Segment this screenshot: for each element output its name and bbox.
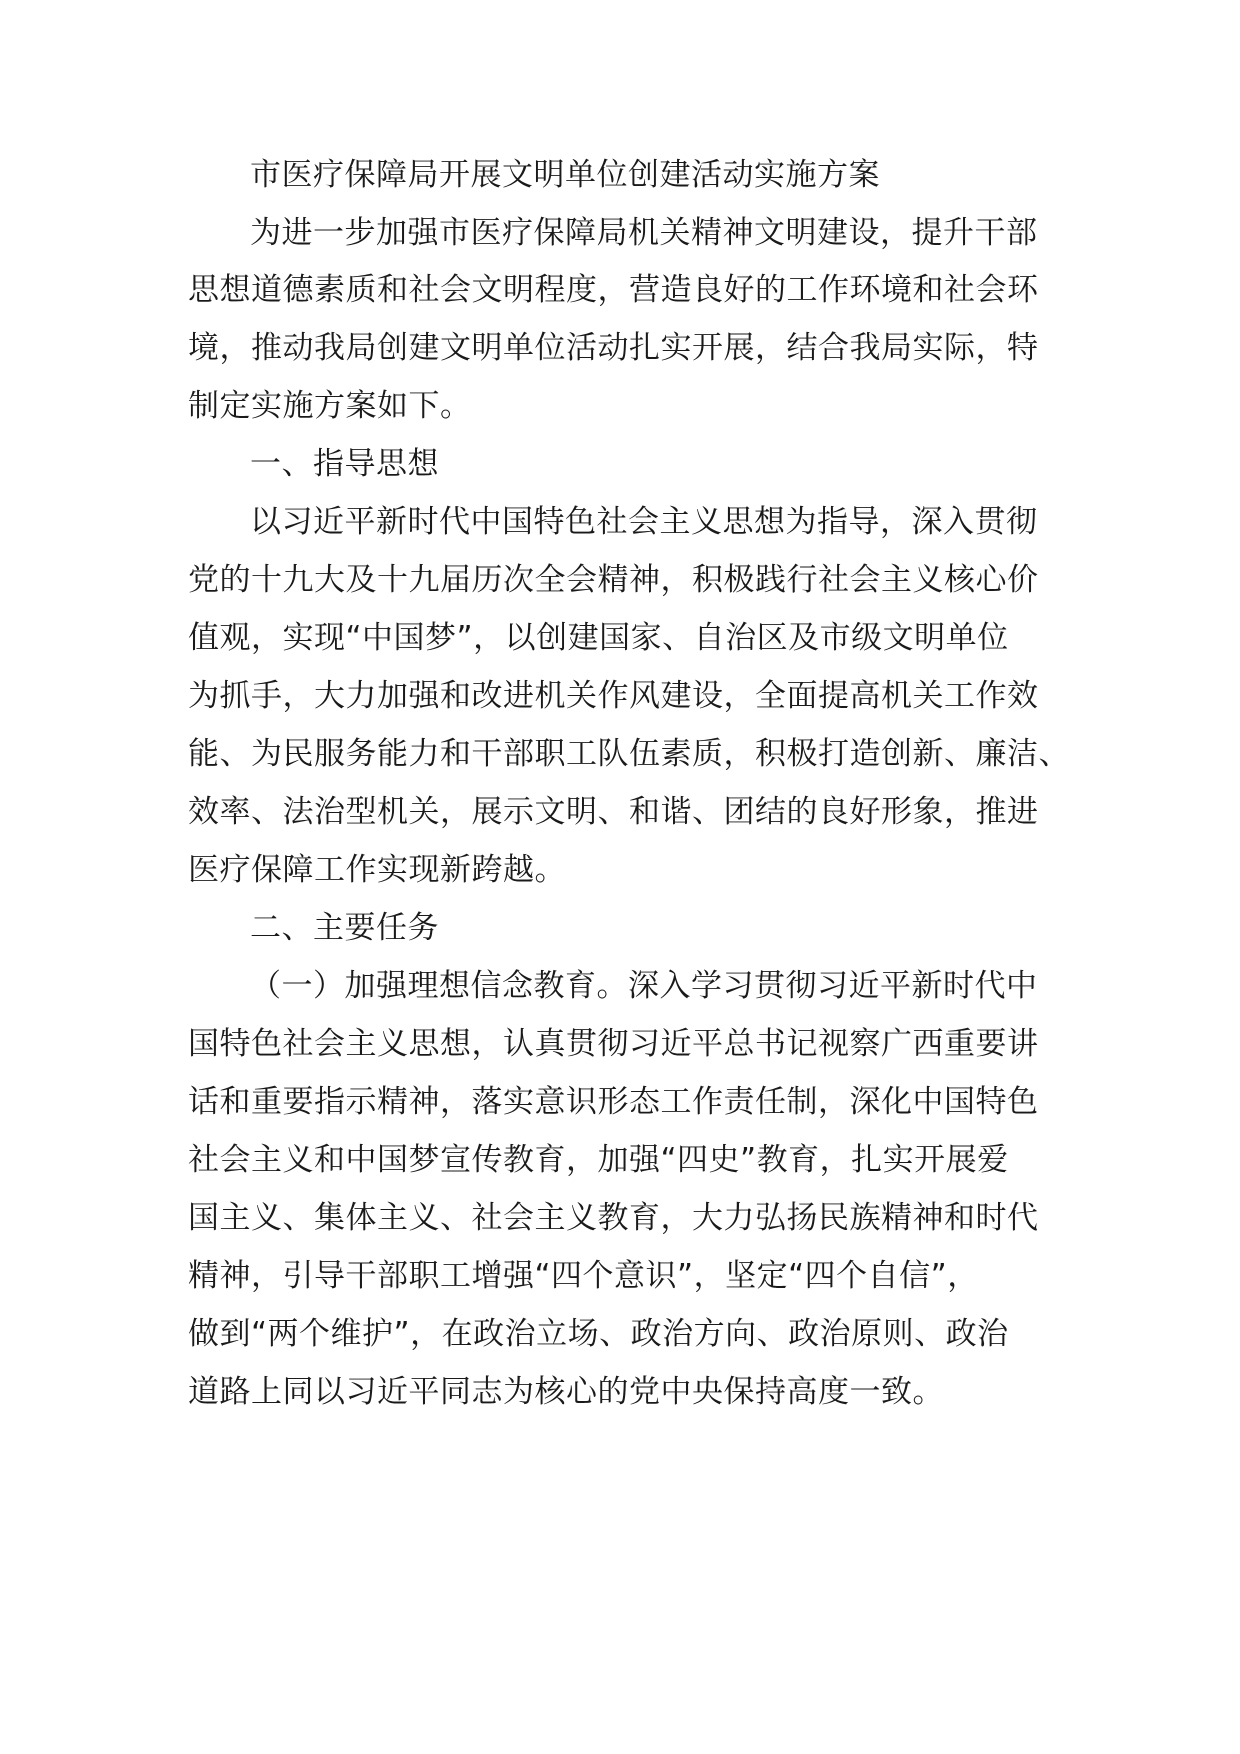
paragraph-line: 做到“两个维护”，在政治立场、政治方向、政治原则、政治 (188, 1316, 1009, 1352)
paragraph-line: 话和重要指示精神，落实意识形态工作责任制，深化中国特色 (188, 1084, 1039, 1120)
section-heading: 一、指导思想 (250, 446, 439, 482)
paragraph-line: 医疗保障工作实现新跨越。 (188, 852, 566, 888)
paragraph-line: 以习近平新时代中国特色社会主义思想为指导，深入贯彻 (250, 504, 1038, 540)
paragraph-line: 思想道德素质和社会文明程度，营造良好的工作环境和社会环 (188, 272, 1039, 308)
paragraph-line: 国特色社会主义思想，认真贯彻习近平总书记视察广西重要讲 (188, 1026, 1039, 1062)
paragraph-line: 为进一步加强市医疗保障局机关精神文明建设，提升干部 (250, 215, 1038, 251)
paragraph-line: 能、为民服务能力和干部职工队伍素质，积极打造创新、廉洁、 (188, 736, 1070, 772)
paragraph-line: 境，推动我局创建文明单位活动扎实开展，结合我局实际，特 (188, 330, 1039, 366)
paragraph-line: 值观，实现“中国梦”，以创建国家、自治区及市级文明单位 (188, 620, 1009, 656)
paragraph-line: 效率、法治型机关，展示文明、和谐、团结的良好形象，推进 (188, 794, 1039, 830)
paragraph-line: 制定实施方案如下。 (188, 388, 472, 424)
paragraph-line: 社会主义和中国梦宣传教育，加强“四史”教育，扎实开展爱 (188, 1142, 1009, 1178)
document-title: 市医疗保障局开展文明单位创建活动实施方案 (250, 157, 880, 193)
paragraph-line: 党的十九大及十九届历次全会精神，积极践行社会主义核心价 (188, 562, 1039, 598)
paragraph-line: 精神，引导干部职工增强“四个意识”，坚定“四个自信”， (188, 1258, 979, 1294)
section-heading: 二、主要任务 (250, 910, 439, 946)
paragraph-line: 为抓手，大力加强和改进机关作风建设，全面提高机关工作效 (188, 678, 1039, 714)
paragraph-line: （一）加强理想信念教育。深入学习贯彻习近平新时代中 (250, 968, 1038, 1004)
paragraph-line: 道路上同以习近平同志为核心的党中央保持高度一致。 (188, 1374, 944, 1410)
paragraph-line: 国主义、集体主义、社会主义教育，大力弘扬民族精神和时代 (188, 1200, 1039, 1236)
